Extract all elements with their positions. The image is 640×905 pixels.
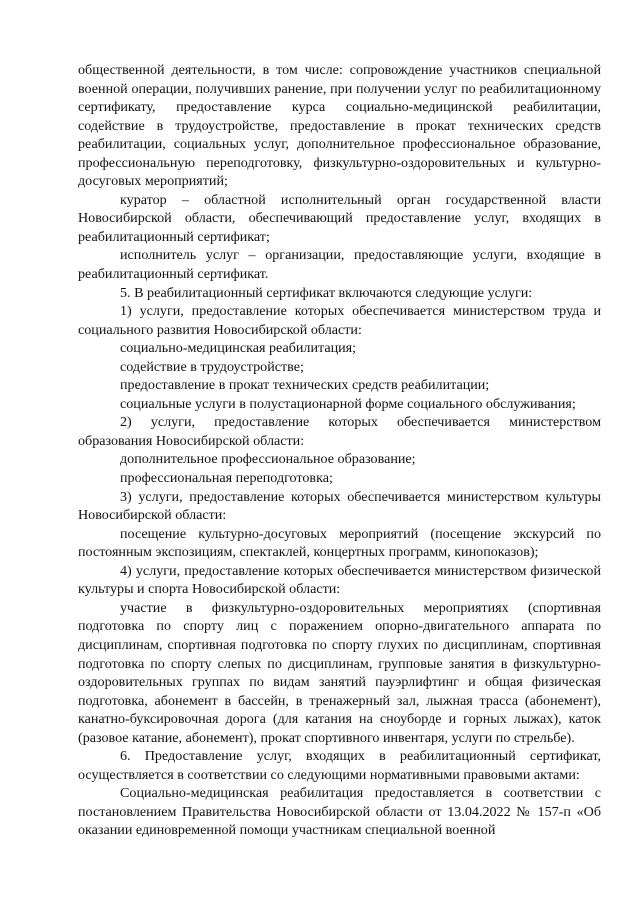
paragraph-sport-ministry-services: 4) услуги, предоставление которых обеспечивается министерством физической культуры и спорта Новосибирской области: [78, 562, 601, 598]
paragraph-executor-definition: исполнитель услуг – организации, предоставляющие услуги, входящие в реабилитационный сертификат. [78, 247, 601, 283]
paragraph-activities-continued: общественной деятельности, в том числе: сопровождение участников специальной военной операции, получивших ранение, при получении услуг по реабилитационному сертификату, предоставление курса социально-медицинской реабилитации, содействие в трудоустройстве, предоставление в прокат технических средств реабилитации, социальных услуг, дополнительное профессиональное образование, профессиональную переподготовку, физкультурно-оздоровительных и культурно-досуговых мероприятий; [78, 62, 601, 190]
list-item-sport-activities: участие в физкультурно-оздоровительных мероприятиях (спортивная подготовка по спорту лиц с поражением опорно-двигательного аппарата по дисциплинам, спортивная подготовка по спорту глухих по дисциплинам, спортивная подготовка по спорту слепых по дисциплинам, групповые занятия в физкультурно-оздоровительных группах по видам занятий пауэрлифтинг и общая физическая подготовка, абонемент в бассейн, в тренажерный зал, лыжная трасса (абонемент), канатно-буксировочная дорога (для катания на сноуборде и горных лыжах), каток (разовое катание, абонемент), прокат спортивного инвентаря, услуги по стрельбе). [78, 599, 601, 746]
list-item-professional-retraining: профессиональная переподготовка; [120, 470, 333, 487]
list-item-employment-assistance: содействие в трудоустройстве; [120, 358, 304, 375]
list-item-semi-stationary-social-services: социальные услуги в полустационарной форме социального обслуживания; [120, 395, 576, 412]
list-item-rehab-equipment-rental: предоставление в прокат технических средств реабилитации; [120, 377, 490, 394]
paragraph-social-medical-rehab-basis: Социально-медицинская реабилитация предоставляется в соответствии с постановлением Правительства Новосибирской области от 13.04.2022 № 157-п «Об оказании единовременной помощи участникам специальной военной [78, 785, 601, 839]
list-item-cultural-events: посещение культурно-досуговых мероприятий (посещение экскурсий по постоянным экспозициям, спектаклей, концертных программ, кинопоказов); [78, 525, 601, 561]
paragraph-labor-ministry-services: 1) услуги, предоставление которых обеспечивается министерством труда и социального развития Новосибирской области: [78, 303, 601, 338]
paragraph-curator-definition: куратор – областной исполнительный орган государственной власти Новосибирской области, обеспечивающий предоставление услуг, входящих в реабилитационный сертификат; [78, 191, 601, 245]
document-page [78, 61, 601, 840]
paragraph-section-5-heading: 5. В реабилитационный сертификат включаются следующие услуги: [120, 284, 533, 301]
list-item-additional-professional-education: дополнительное профессиональное образование; [120, 451, 416, 468]
paragraph-section-6-heading: 6. Предоставление услуг, входящих в реабилитационный сертификат, осуществляется в соответствии со следующими нормативными правовыми актами: [78, 748, 601, 783]
paragraph-culture-ministry-services: 3) услуги, предоставление которых обеспечивается министерством культуры Новосибирской области: [78, 488, 601, 524]
paragraph-education-ministry-services: 2) услуги, предоставление которых обеспечивается министерством образования Новосибирской области: [78, 414, 601, 449]
list-item-social-medical-rehab: социально-медицинская реабилитация; [120, 340, 357, 357]
